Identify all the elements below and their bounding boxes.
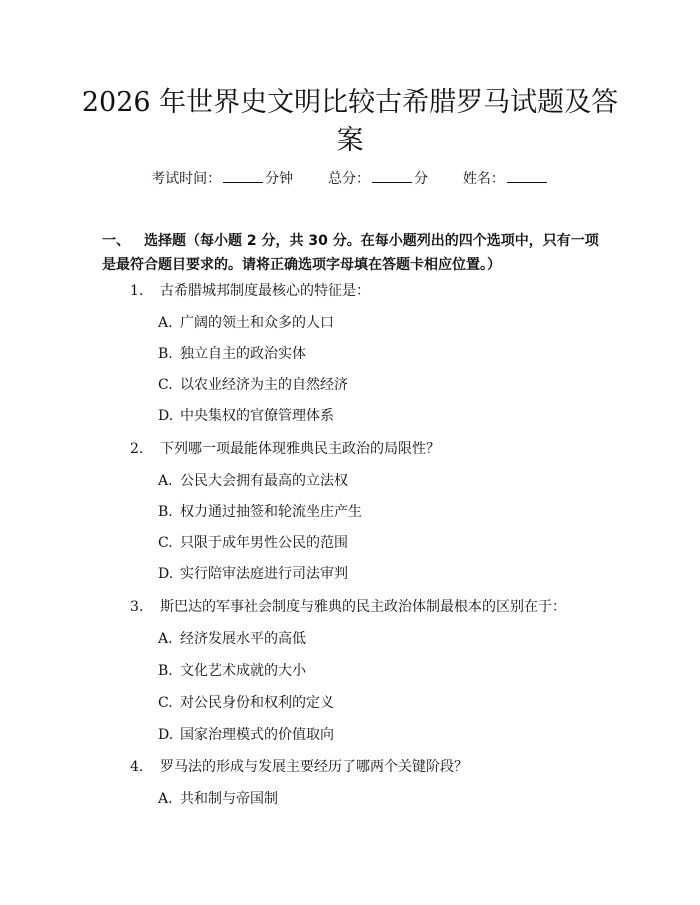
option-letter: D. xyxy=(158,727,174,743)
option-text: 中央集权的官僚管理体系 xyxy=(180,408,334,424)
question-number: 2. xyxy=(130,441,144,457)
option-3a xyxy=(158,629,306,649)
option-4a xyxy=(158,789,278,809)
option-2b xyxy=(158,502,362,522)
question-text: 斯巴达的军事社会制度与雅典的民主政治体制最根本的区别在于： xyxy=(160,599,566,615)
option-letter: C. xyxy=(158,377,173,393)
option-2d xyxy=(158,564,348,584)
option-3d xyxy=(158,725,334,745)
option-text: 以农业经济为主的自然经济 xyxy=(180,377,348,393)
score-blank xyxy=(372,168,412,183)
option-letter: C. xyxy=(158,535,173,551)
question-text: 下列哪一项最能体现雅典民主政治的局限性？ xyxy=(160,441,440,457)
question-2 xyxy=(130,439,440,459)
exam-meta xyxy=(0,168,700,189)
option-letter: D. xyxy=(158,566,174,582)
option-3b xyxy=(158,661,306,681)
option-text: 公民大会拥有最高的立法权 xyxy=(180,473,348,489)
option-letter: A. xyxy=(158,473,173,489)
option-1c xyxy=(158,375,348,395)
option-1a xyxy=(158,313,334,333)
option-letter: B. xyxy=(158,504,173,520)
time-label: 考试时间： xyxy=(151,171,222,187)
option-text: 国家治理模式的价值取向 xyxy=(180,727,334,743)
option-letter: B. xyxy=(158,346,173,362)
option-text: 独立自主的政治实体 xyxy=(180,346,306,362)
question-text: 古希腊城邦制度最核心的特征是： xyxy=(160,283,370,299)
time-blank xyxy=(223,168,263,183)
option-text: 权力通过抽签和轮流坐庄产生 xyxy=(180,504,362,520)
section-instructions: 选择题（每小题 2 分，共 30 分。在每小题列出的四个选项中，只有一项是最符合题目要求的。请将正确选项字母填在答题卡相应位置。） xyxy=(102,233,599,273)
page-title-line-1: 2026 年世界史文明比较古希腊罗马试题及答 xyxy=(81,87,619,118)
question-text: 罗马法的形成与发展主要经历了哪两个关键阶段？ xyxy=(160,759,468,775)
question-3 xyxy=(130,597,566,617)
option-1d xyxy=(158,406,334,426)
option-letter: A. xyxy=(158,791,173,807)
option-text: 广阔的领土和众多的人口 xyxy=(180,315,334,331)
option-text: 共和制与帝国制 xyxy=(180,791,278,807)
option-text: 只限于成年男性公民的范围 xyxy=(180,535,348,551)
option-letter: A. xyxy=(158,315,173,331)
option-letter: C. xyxy=(158,695,173,711)
question-number: 1. xyxy=(130,283,144,299)
question-number: 3. xyxy=(130,599,144,615)
question-4 xyxy=(130,757,468,777)
option-letter: B. xyxy=(158,663,173,679)
option-letter: D. xyxy=(158,408,174,424)
page-title-line-2: 案 xyxy=(336,125,364,156)
option-3c xyxy=(158,693,334,713)
score-unit: 分 xyxy=(414,171,428,187)
option-letter: A. xyxy=(158,631,173,647)
option-2a xyxy=(158,471,348,491)
option-1b xyxy=(158,344,306,364)
question-number: 4. xyxy=(130,759,144,775)
option-text: 文化艺术成就的大小 xyxy=(180,663,306,679)
section-number: 一、 xyxy=(102,233,130,249)
time-unit: 分钟 xyxy=(265,171,294,187)
section-heading xyxy=(102,229,602,277)
option-2c xyxy=(158,533,348,553)
question-1 xyxy=(130,281,370,301)
name-label: 姓名： xyxy=(462,171,505,187)
option-text: 经济发展水平的高低 xyxy=(180,631,306,647)
option-text: 对公民身份和权利的定义 xyxy=(180,695,334,711)
score-label: 总分： xyxy=(328,171,370,187)
option-text: 实行陪审法庭进行司法审判 xyxy=(180,566,348,582)
name-blank xyxy=(507,168,547,183)
